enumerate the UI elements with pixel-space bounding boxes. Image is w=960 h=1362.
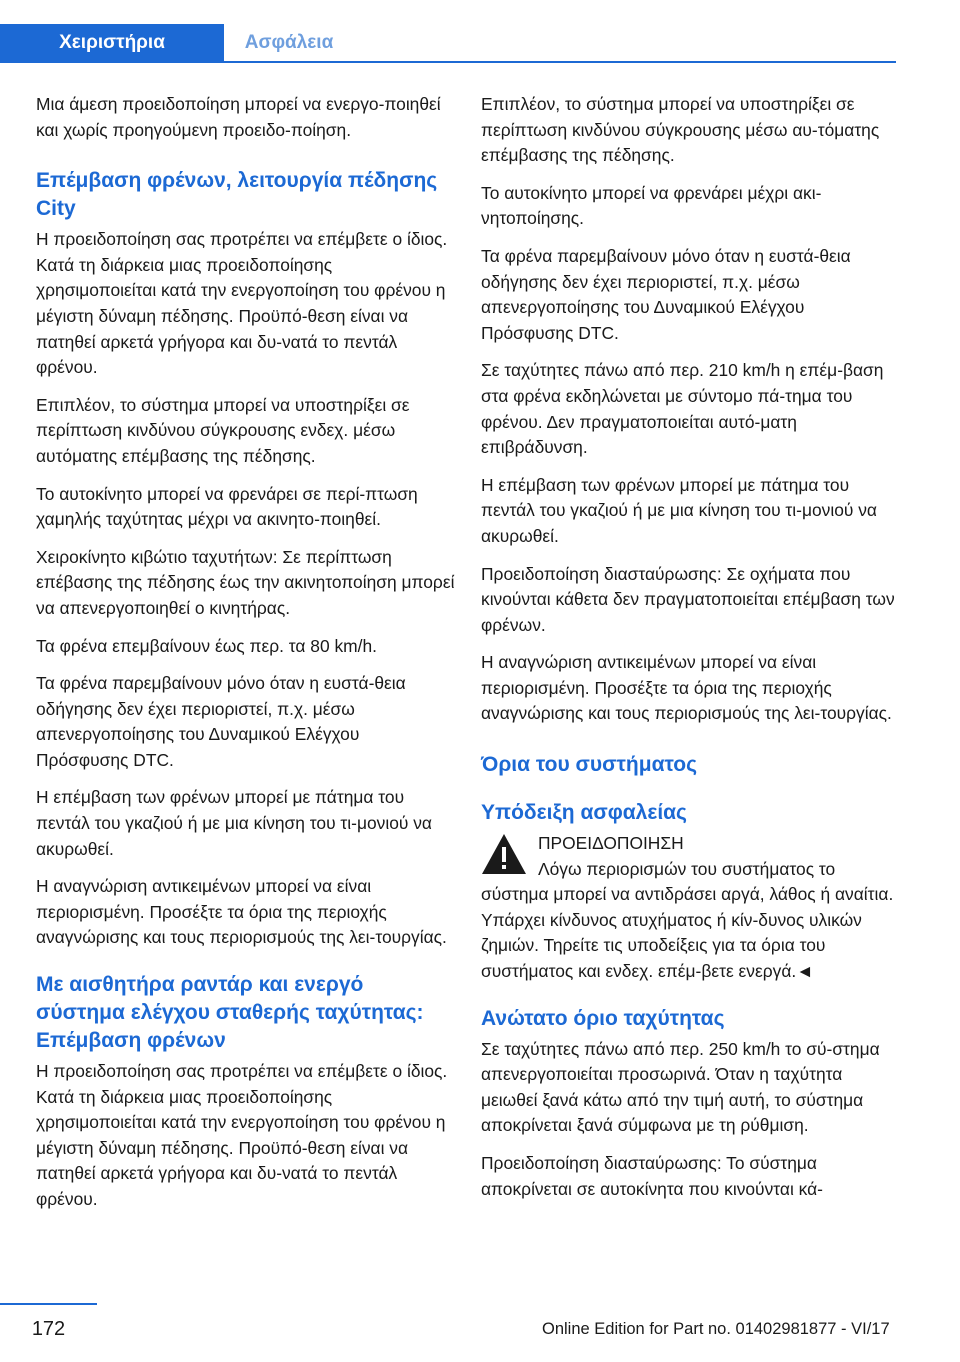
section-heading: Ανώτατο όριο ταχύτητας <box>481 1006 725 1030</box>
warning-text: σύστημα μπορεί να αντιδράσει αργά, λάθος ή αναίτια. Υπάρχει κίνδυνος ατυχήματος ή κίν-δυνος υλικών ζημιών. Τηρείτε τις υποδείξεις για τα όρια του συστήματος και ενδεχ. επέμ-βετε ενεργά.◄ <box>481 884 894 982</box>
paragraph: Η επέμβαση των φρένων μπορεί με πάτημα του πεντάλ του γκαζιού ή με μια κίνηση του τι-μονιού να ακυρωθεί. <box>481 474 877 546</box>
paragraph: Προειδοποίηση διασταύρωσης: Σε οχήματα που κινούνται κάθετα δεν πραγματοποιείται επέμβαση των φρένων. <box>481 563 895 635</box>
page-number: 172 <box>31 1318 66 1340</box>
paragraph: Σε ταχύτητες πάνω από περ. 210 km/h η επέμ-βαση στα φρένα εκδηλώνεται με σύντομο πά-τημα του φρένου. Δεν πραγματοποιείται αυτό-ματη επιβράδυνση. <box>481 360 884 458</box>
paragraph: Η αναγνώριση αντικειμένων μπορεί να είναι περιορισμένη. Προσέξτε τα όρια της περιοχής αναγνώρισης και τους περιορισμούς της λει-τουργίας. <box>36 876 447 948</box>
paragraph: Επιπλέον, το σύστημα μπορεί να υποστηρίξει σε περίπτωση κινδύνου σύγκρουσης ενδεχ. μέσω αυτόματης επέμβασης της πέδησης. <box>36 394 410 466</box>
paragraph: Η αναγνώριση αντικειμένων μπορεί να είναι περιορισμένη. Προσέξτε τα όρια της περιοχής αναγνώρισης και τους περιορισμούς της λει-τουργίας. <box>481 652 892 724</box>
section-heading: Υπόδειξη ασφαλείας <box>481 801 687 825</box>
warning-box <box>481 831 901 985</box>
paragraph: Τα φρένα παρεμβαίνουν μόνο όταν η ευστά-θεια οδήγησης δεν έχει περιοριστεί, π.χ. μέσω απενεργοποίησης του Δυναμικού Ελέγχου Πρόσφυσης DTC. <box>36 673 406 770</box>
paragraph: Προειδοποίηση διασταύρωσης: Το σύστημα αποκρίνεται σε αυτοκίνητα που κινούνται κά- <box>481 1153 823 1199</box>
tab-bar <box>0 24 896 63</box>
section-heading: Όρια του συστήματος <box>481 753 698 777</box>
right-column <box>481 92 901 1214</box>
warning-triangle-icon <box>481 833 527 875</box>
paragraph: Το αυτοκίνητο μπορεί να φρενάρει σε περί-πτωση χαμηλής ταχύτητας μέχρι να ακινητο-ποιηθεί. <box>36 483 418 530</box>
paragraph: Η προειδοποίηση σας προτρέπει να επέμβετε ο ίδιος. Κατά τη διάρκεια μιας προειδοποίησης χρησιμοποιείται κατά την ενεργοποίηση του φρένου η μέγιστη δύναμη πέδησης. Προϋπό-θεση είναι να πατηθεί αρκετά γρήγορα και δυ-νατά το πεντάλ φρένου. <box>36 229 448 378</box>
section-heading: Επέμβαση φρένων, λειτουργία πέδησης City <box>36 169 438 221</box>
section-heading: Με αισθητήρα ραντάρ και ενεργό σύστημα ελέγχου σταθερής ταχύτητας: Επέμβαση φρένων <box>36 973 424 1053</box>
paragraph: Σε ταχύτητες πάνω από περ. 250 km/h το σύ-στημα απενεργοποιείται προσωρινά. Όταν η ταχύτητα μειωθεί ξανά κάτω από την τιμή αυτή, το σύστημα αποκρίνεται ξανά σύμφωνα με τη ρύθμιση. <box>481 1038 880 1136</box>
paragraph: Επιπλέον, το σύστημα μπορεί να υποστηρίξει σε περίπτωση κινδύνου σύγκρουσης μέσω αυ-τόματης επέμβασης της πέδησης. <box>481 94 880 166</box>
left-column <box>36 92 456 1225</box>
warning-title: ΠΡΟΕΙΔΟΠΟΙΗΣΗ <box>538 833 684 854</box>
tab-controls[interactable]: Χειριστήρια <box>0 24 224 61</box>
footer-divider <box>0 1303 97 1305</box>
warning-line: Λόγω περιορισμών του συστήματος το <box>538 858 836 879</box>
tab-safety[interactable]: Ασφάλεια <box>244 32 334 53</box>
paragraph: Το αυτοκίνητο μπορεί να φρενάρει μέχρι ακι-νητοποίησης. <box>481 182 822 229</box>
paragraph: Χειροκίνητο κιβώτιο ταχυτήτων: Σε περίπτωση επέβασης της πέδησης έως την ακινητοποίηση μπορεί να απενεργοποιηθεί ο κινητήρας. <box>36 546 455 618</box>
paragraph: Τα φρένα παρεμβαίνουν μόνο όταν η ευστά-θεια οδήγησης δεν έχει περιοριστεί, π.χ. μέσω απενεργοποίησης του Δυναμικού Ελέγχου Πρόσφυσης DTC. <box>481 245 851 343</box>
paragraph: Μια άμεση προειδοποίηση μπορεί να ενεργο-ποιηθεί και χωρίς προηγούμενη προειδο-ποίηση. <box>36 94 441 140</box>
paragraph: Η επέμβαση των φρένων μπορεί με πάτημα του πεντάλ του γκαζιού ή με μια κίνηση του τι-μονιού να ακυρωθεί. <box>36 787 432 859</box>
edition-note: Online Edition for Part no. 01402981877 - VI/17 <box>542 1320 890 1338</box>
paragraph: Η προειδοποίηση σας προτρέπει να επέμβετε ο ίδιος. Κατά τη διάρκεια μιας προειδοποίησης χρησιμοποιείται κατά την ενεργοποίηση του φρένου η μέγιστη δύναμη πέδησης. Προϋπό-θεση είναι να πατηθεί αρκετά γρήγορα και δυ-νατά το πεντάλ φρένου. <box>36 1061 448 1209</box>
paragraph: Τα φρένα επεμβαίνουν έως περ. τα 80 km/h. <box>36 635 378 656</box>
